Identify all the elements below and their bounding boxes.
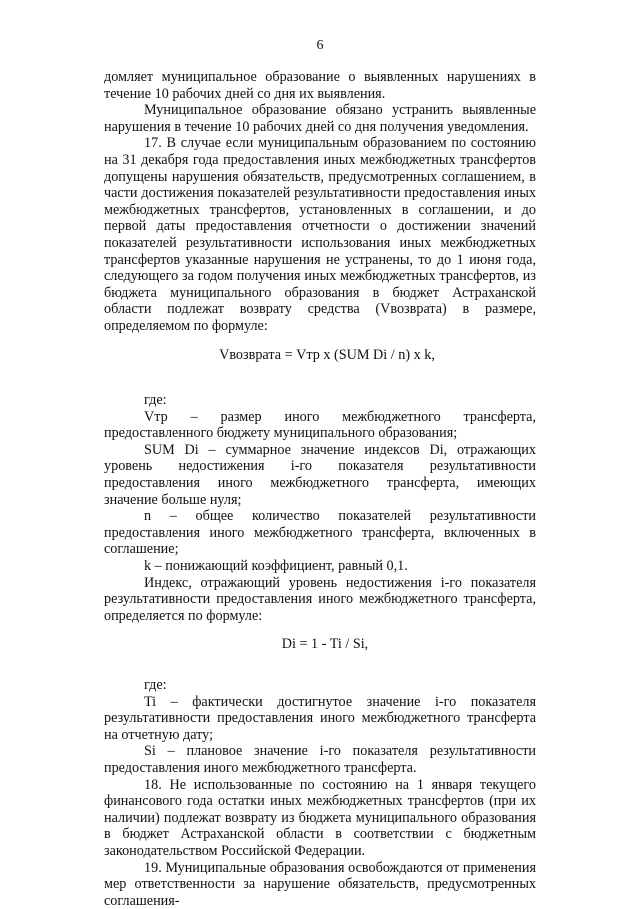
paragraph-17: 17. В случае если муниципальным образованием по состоянию на 31 декабря года предоставления иных межбюджетных трансфертов допущены нарушения обязательств, предусмотренных соглашением, в части достижения показателей результативности предоставления иных межбюджетных трансфертов, установленных в соглашении, и до первой даты предоставления отчетности о достижении значений показателей результативности использования иных межбюджетных трансфертов указанные нарушения не устранены, то до 1 июня года, следующего за годом получения иных межбюджетных трансфертов, из бюджета муниципального образования в бюджет Астраханской области подлежат возврату средства (Vвозврата) в размере, определяемом по формуле: xyxy=(104,135,536,334)
definition-n: n – общее количество показателей результативности предоставления иного межбюджетного трансферта, включенных в соглашение; xyxy=(104,508,536,558)
paragraph-18: 18. Не использованные по состоянию на 1 января текущего финансового года остатки иных межбюджетных трансфертов (при их наличии) подлежат возврату из бюджета муниципального образования в бюджет Астраханской области в соответствии с бюджетным законодательством Российской Федерации. xyxy=(104,776,536,859)
formula-di: Di = 1 - Ti / Si, xyxy=(281,636,369,653)
paragraph-index: Индекс, отражающий уровень недостижения i-го показателя результативности предоставления иного межбюджетного трансферта, определяется по формуле: xyxy=(104,574,536,624)
definition-si: Si – плановое значение i-го показателя результативности предоставления иного межбюджетного трансферта. xyxy=(104,743,536,776)
paragraph-19: 19. Муниципальные образования освобождаются от применения мер ответственности за нарушение обязательств, предусмотренных соглашения- xyxy=(104,859,536,909)
definition-k: k – понижающий коэффициент, равный 0,1. xyxy=(144,558,408,575)
where-label-1: где: xyxy=(144,392,167,409)
definition-ti: Ti – фактически достигнутое значение i-го показателя результативности предоставления иного межбюджетного трансферта на отчетную дату; xyxy=(104,693,536,743)
definition-sum-di: SUM Di – суммарное значение индексов Di, отражающих уровень недостижения i-го показателя результативности предоставления иного межбюджетного трансферта, имеющих значение больше нуля; xyxy=(104,441,536,508)
paragraph-continuation: домляет муниципальное образование о выявленных нарушениях в течение 10 рабочих дней со дня их выявления. xyxy=(104,69,536,102)
where-label-2: где: xyxy=(144,677,167,693)
formula-vreturn: Vвозврата = Vтр х (SUM Di / n) х k, xyxy=(219,346,435,363)
page-body xyxy=(104,69,536,909)
definition-vtr: Vтр – размер иного межбюджетного трансферта, предоставленного бюджету муниципального образования; xyxy=(104,408,536,442)
paragraph-obligation: Муниципальное образование обязано устранить выявленные нарушения в течение 10 рабочих дней со дня получения уведомления. xyxy=(104,102,536,135)
page-number: 6 xyxy=(316,38,324,53)
